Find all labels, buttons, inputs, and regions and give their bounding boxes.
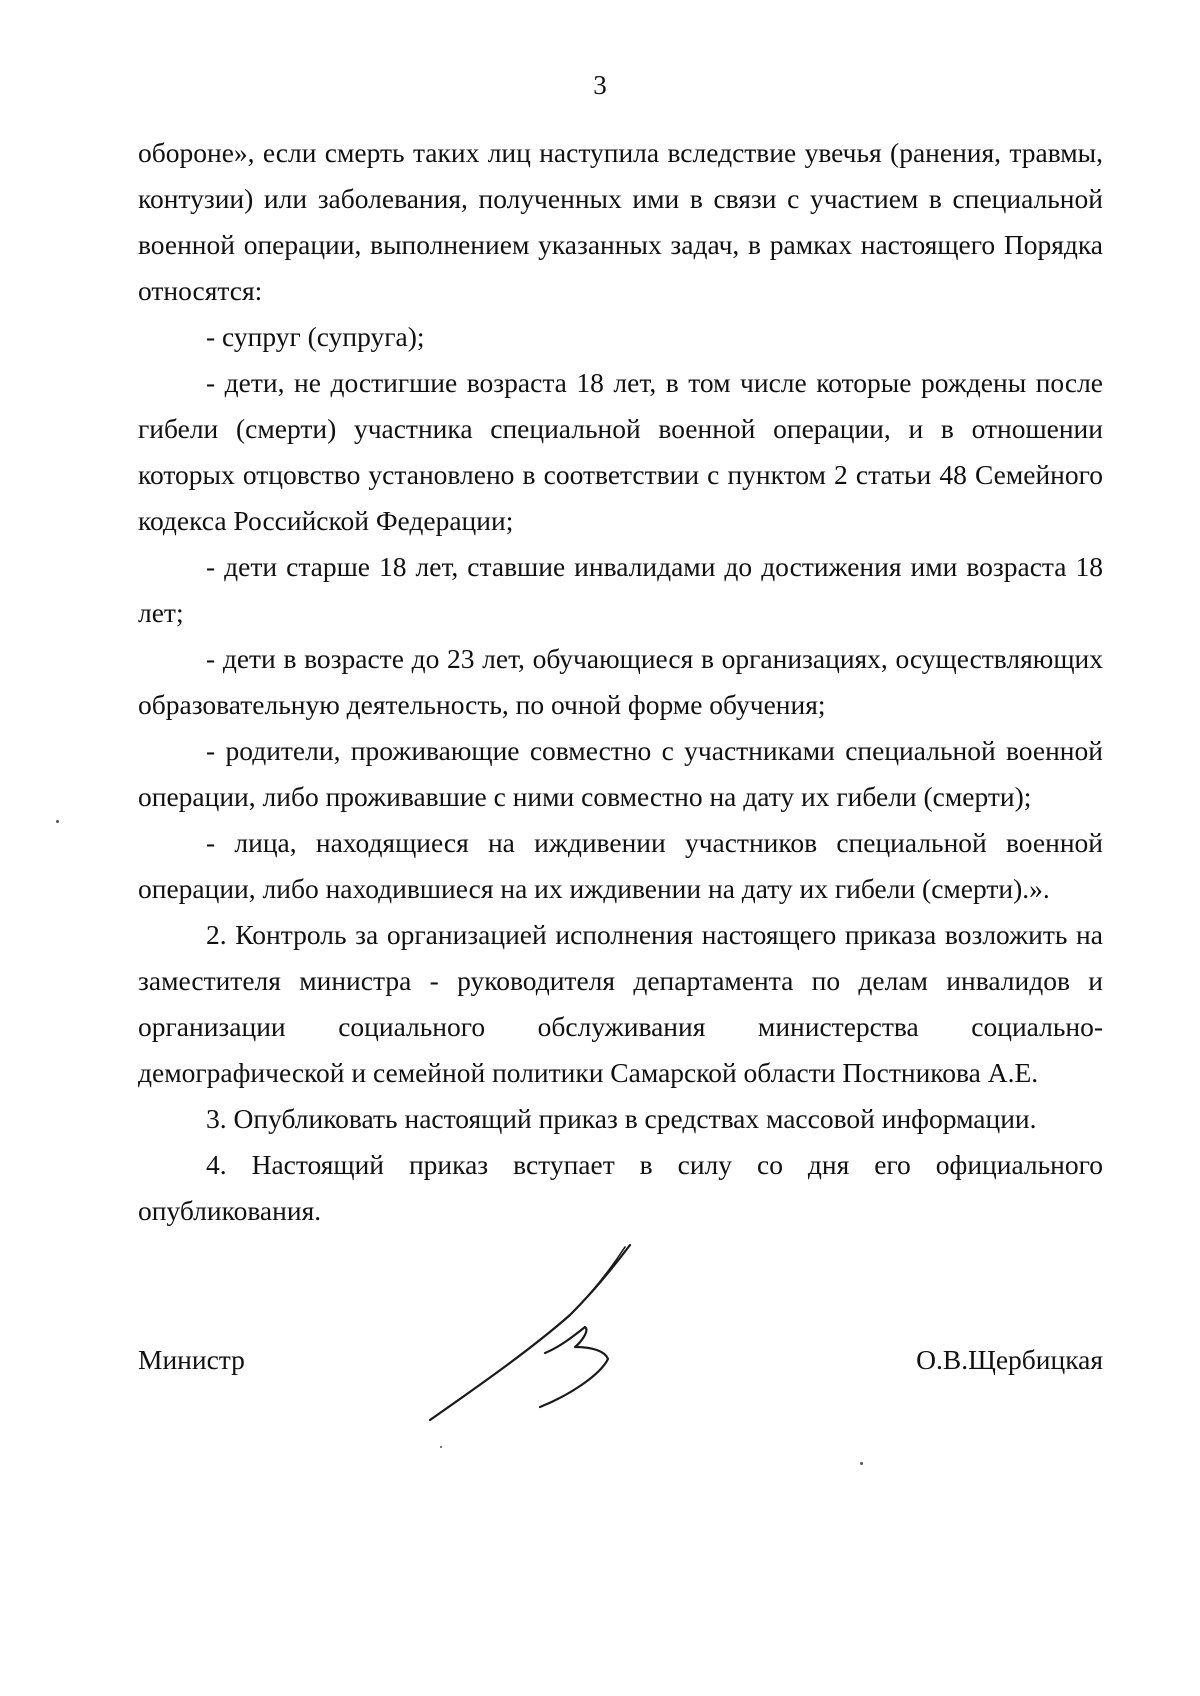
list-item-dependents: - лица, находящиеся на иждивении участников специальной военной операции, либо находившиеся на их иждивении на дату их гибели (смерти).».: [138, 827, 1103, 904]
scan-speck: [56, 820, 59, 823]
page-number: 3: [593, 70, 607, 100]
signature-block: [138, 1340, 1103, 1380]
list-item-students-under-23: - дети в возрасте до 23 лет, обучающиеся в организациях, осуществляющих образовательную деятельность, по очной форме обучения;: [138, 643, 1103, 720]
clause-4-effective: 4. Настоящий приказ вступает в силу со дня его официального опубликования.: [138, 1149, 1103, 1226]
list-item-spouse: - супруг (супруга);: [206, 321, 425, 352]
list-item-disabled-children: - дети старше 18 лет, ставшие инвалидами до достижения ими возраста 18 лет;: [138, 551, 1103, 628]
clause-3-publish: 3. Опубликовать настоящий приказ в средствах массовой информации.: [206, 1103, 1037, 1134]
list-item-children-under-18: - дети, не достигшие возраста 18 лет, в том числе которые рождены после гибели (смерти) участника специальной военной операции, и в отношении которых отцовство установлено в соответствии с пунктом 2 статьи 48 Семейного кодекса Российской Федерации;: [138, 367, 1103, 536]
scan-speck: [440, 1446, 442, 1448]
paragraph-continuation: обороне», если смерть таких лиц наступила вследствие увечья (ранения, травмы, контузии) или заболевания, полученных ими в связи с участием в специальной военной операции, выполнением указанных задач, в рамках настоящего Порядка относятся:: [138, 137, 1103, 306]
document-body: [138, 130, 1103, 1234]
signatory-position: Министр: [138, 1344, 245, 1375]
list-item-parents: - родители, проживающие совместно с участниками специальной военной операции, либо проживавшие с ними совместно на дату их гибели (смерти);: [138, 735, 1103, 812]
signatory-name: О.В.Щербицкая: [916, 1344, 1103, 1375]
scan-speck: [860, 1462, 863, 1465]
handwritten-signature: [420, 1235, 700, 1435]
clause-2-control: 2. Контроль за организацией исполнения настоящего приказа возложить на заместителя министра - руководителя департамента по делам инвалидов и организации социального обслуживания министерства социально-демографической и семейной политики Самарской области Постникова А.Е.: [138, 919, 1103, 1088]
